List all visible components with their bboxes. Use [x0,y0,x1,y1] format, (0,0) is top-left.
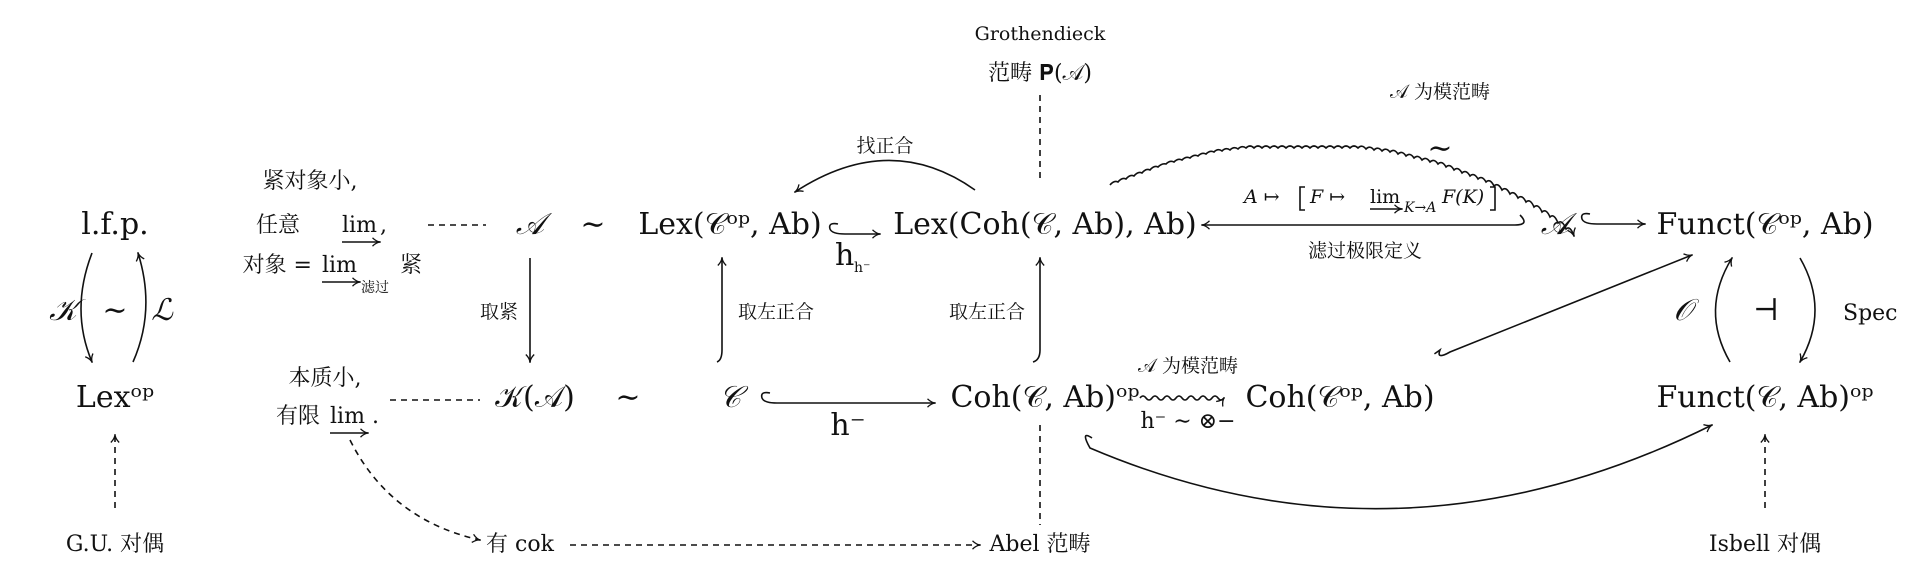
node-KA: 𝒦(𝒜) [495,380,575,415]
formula-bracket-left [1300,187,1305,210]
arrow-L [133,253,146,362]
label-A-module-mid: 𝒜 为模范畴 [1137,355,1239,377]
node-lex-coh-ab: Lex(Coh(𝒞, Ab), Ab) [893,207,1197,242]
label-filtered-colimit-def: 滤过极限定义 [1307,240,1423,262]
label-O: 𝒪 [1673,293,1693,328]
node-coh-cop-ab: Coh(𝒞ᵒᵖ, Ab) [1245,380,1435,415]
label-take-left-exact-2: 取左正合 [948,301,1025,323]
label-A-module-top: 𝒜 为模范畴 [1389,81,1491,103]
label-take-left-exact-1: 取左正合 [738,301,815,323]
formula-lim: lim [1370,186,1401,208]
text-lim-3: lim [330,404,365,429]
arrow-coh-to-funct [1435,255,1692,356]
sim-A-lex: ∼ [580,207,606,242]
formula-A: A ↦ [1244,186,1280,208]
node-coh-c-ab-op: Coh(𝒞, Ab)ᵒᵖ [950,380,1140,415]
label-hminus-tensor: h⁻ ∼ ⊗− [1140,409,1236,434]
node-C: 𝒞 [719,380,741,415]
text-arbitrary: 任意 [255,213,300,238]
text-lim-1: lim [342,213,377,238]
node-lex-op: Lexᵒᵖ [75,380,155,415]
arrow-h-hminus [830,224,880,234]
label-h-sub: h⁻ [854,260,871,276]
arrow-take-left-exact-1 [717,258,722,362]
label-take-compact: 取紧 [479,301,518,323]
node-grothendieck: Grothendieck [974,23,1106,45]
arrow-K [81,253,92,362]
text-essential-small: 本质小, [288,366,362,391]
arrow-A-to-funct [1582,214,1645,224]
label-hminus: h⁻ [830,408,866,443]
node-lfp: l.f.p. [81,207,149,242]
arrow-find-exact [795,160,975,192]
node-isbell-dual: Isbell 对偶 [1708,532,1822,557]
sim-KA-C: ∼ [615,380,641,415]
node-abel-category: Abel 范畴 [989,532,1091,557]
label-h: h [835,238,855,273]
text-lim-2: lim [322,253,357,278]
node-funct-c-ab-op: Funct(𝒞, Ab)ᵒᵖ [1656,380,1874,415]
node-category-P: 范畴 𝐏(𝒜) [988,61,1092,86]
arrow-filtered-colimit [1202,215,1524,225]
formula-F: F ↦ [1310,186,1346,208]
text-object-eq: 对象 = [242,253,312,278]
arrow-take-left-exact-2 [1033,258,1040,362]
formula-bracket-right [1490,187,1495,210]
label-spec: Spec [1843,301,1898,326]
arrow-O [1715,258,1732,362]
text-comma: , [380,213,387,238]
label-find-exact: 找正合 [856,135,914,157]
label-sim-top: ∼ [1427,131,1453,166]
label-L: ℒ [151,293,173,328]
arrow-A-module-mid [1140,396,1224,400]
arrow-hminus [762,393,935,403]
node-has-cok: 有 cok [486,532,554,557]
formula-lim-sub: K→A [1404,200,1437,216]
node-lex-cop-ab: Lex(𝒞ᵒᵖ, Ab) [638,207,822,242]
arrow-lim-to-cok [350,440,480,540]
text-compact: 紧 [400,253,423,278]
node-A: 𝒜 [515,207,545,242]
text-finite: 有限 [275,404,320,429]
node-A-right: 𝒜 [1540,207,1570,242]
label-K: 𝒦 [49,293,77,328]
text-period: . [372,404,379,429]
text-compact-small: 紧对象小, [262,169,358,194]
node-funct-cop-ab: Funct(𝒞ᵒᵖ, Ab) [1656,207,1874,242]
arrow-spec [1800,258,1815,362]
formula-FK: F(K) [1442,186,1485,208]
arrow-coh-to-funct-op [1085,425,1712,509]
text-filtered-sub: 滤过 [361,280,389,296]
node-gu-dual: G.U. 对偶 [65,532,165,557]
label-adjoint: ⊣ [1753,293,1779,328]
label-sim-left: ∼ [102,293,128,328]
